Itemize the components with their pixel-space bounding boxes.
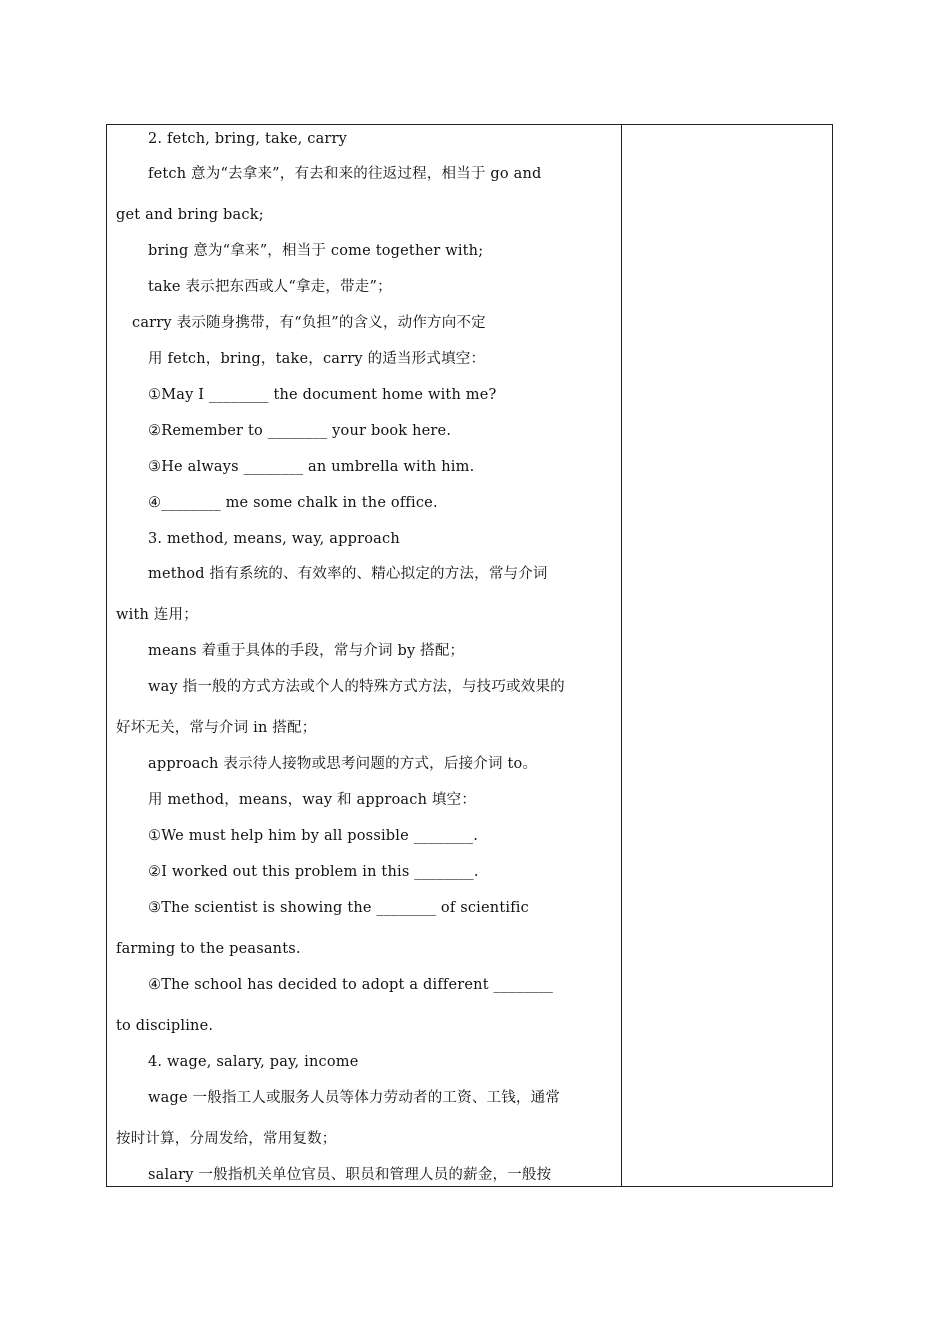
text-line: 好坏无关，常与介词 in 搭配；: [116, 720, 317, 736]
text-line: method 指有系统的、有效率的、精心拟定的方法，常与介词: [148, 566, 548, 582]
text-line: means 着重于具体的手段，常与介词 by 搭配；: [148, 643, 465, 659]
exercise-item: ④________ me some chalk in the office.: [148, 495, 438, 511]
text-line: carry 表示随身携带，有“负担”的含义，动作方向不定: [132, 315, 486, 331]
text-line: to discipline.: [116, 1018, 214, 1034]
text-line: 用 method，means，way 和 approach 填空：: [148, 792, 477, 808]
text-line: farming to the peasants.: [116, 941, 301, 957]
text-line: 用 fetch，bring，take，carry 的适当形式填空：: [148, 351, 486, 367]
section-heading: 4. wage, salary, pay, income: [148, 1054, 359, 1070]
text-line: 按时计算，分周发给，常用复数；: [116, 1131, 337, 1147]
text-line: get and bring back;: [116, 207, 264, 223]
exercise-item: ②I worked out this problem in this ________.: [148, 864, 479, 880]
exercise-item: ③The scientist is showing the ________ of scientific: [148, 900, 529, 916]
exercise-item: ①We must help him by all possible ________.: [148, 828, 479, 844]
text-line: way 指一般的方式方法或个人的特殊方式方法，与技巧或效果的: [148, 679, 565, 695]
text-line: bring 意为“拿来”，相当于 come together with;: [148, 243, 484, 259]
column-divider: [621, 124, 622, 1187]
text-line: wage 一般指工人或服务人员等体力劳动者的工资、工钱，通常: [148, 1090, 561, 1106]
text-line: salary 一般指机关单位官员、职员和管理人员的薪金，一般按: [148, 1167, 552, 1183]
exercise-item: ④The school has decided to adopt a different ________: [148, 977, 554, 993]
exercise-item: ②Remember to ________ your book here.: [148, 423, 452, 439]
text-line: approach 表示待人接物或思考问题的方式，后接介词 to。: [148, 756, 538, 772]
text-line: fetch 意为“去拿来”，有去和来的往返过程，相当于 go and: [148, 166, 542, 182]
exercise-item: ①May I ________ the document home with me?: [148, 387, 497, 403]
section-heading: 3. method, means, way, approach: [148, 531, 400, 547]
text-line: 2. fetch, bring, take, carry: [148, 131, 348, 147]
text-line: with 连用；: [116, 607, 198, 623]
exercise-item: ③He always ________ an umbrella with him.: [148, 459, 475, 475]
text-line: take 表示把东西或人“拿走，带走”；: [148, 279, 392, 295]
